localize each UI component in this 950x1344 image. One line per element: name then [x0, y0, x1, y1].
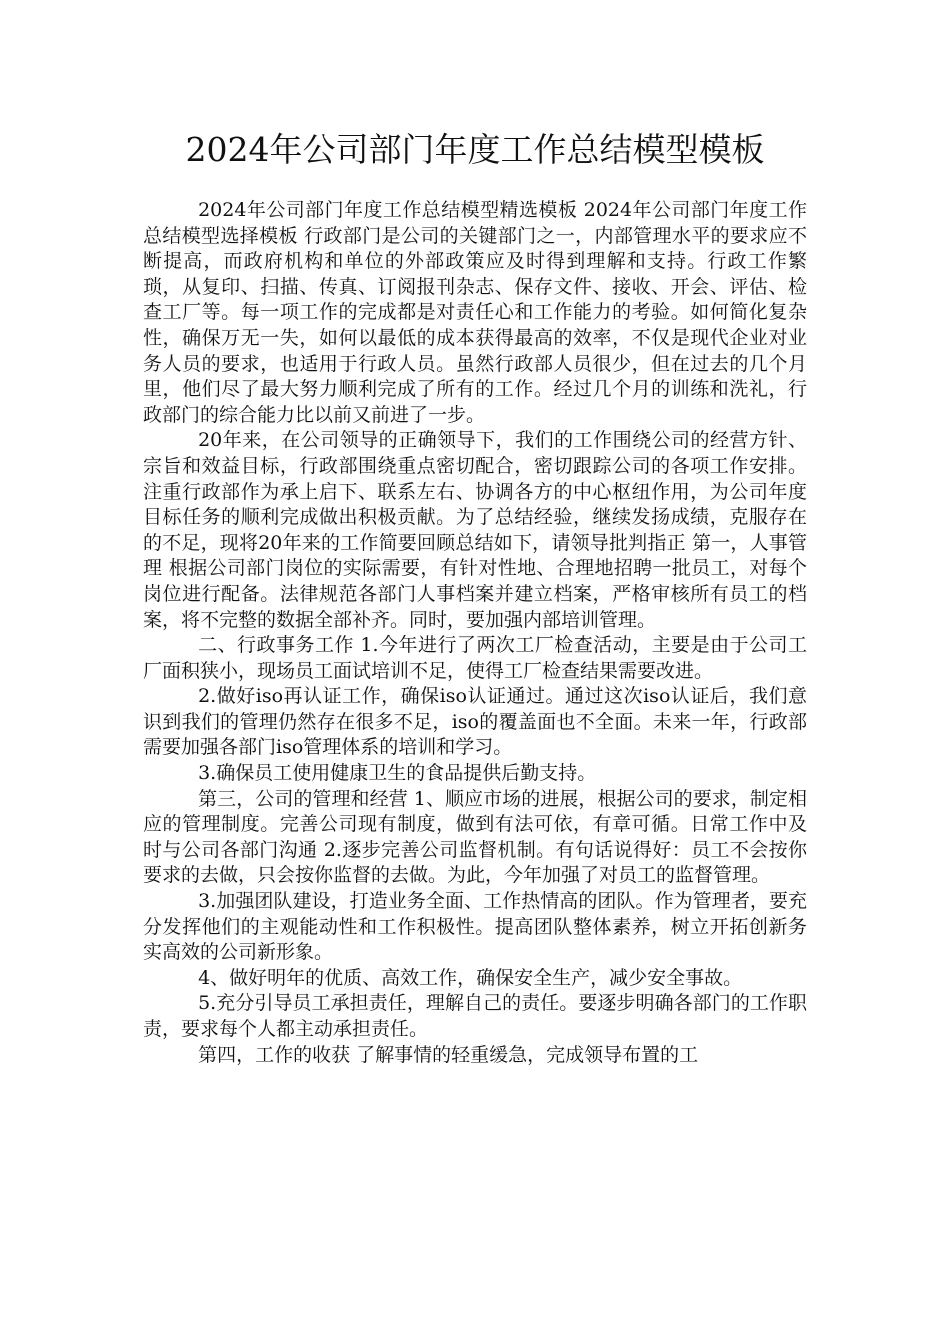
- document-body: [143, 198, 807, 1068]
- paragraph-management: 第三，公司的管理和经营 1、顺应市场的进展，根据公司的要求，制定相应的管理制度。完善公司现有制度，做到有法可依，有章可循。日常工作中及时与公司各部门沟通 2.逐步完善公司监督机制。有句话说得好：员工不会按你要求的去做，只会按你监督的去做。为此，今年加强了对员工的监督管理。: [143, 787, 807, 887]
- paragraph-iso: 2.做好iso再认证工作，确保iso认证通过。通过这次iso认证后，我们意识到我们的管理仍然存在很多不足，iso的覆盖面也不全面。未来一年，行政部需要加强各部门iso管理体系的培训和学习。: [143, 685, 807, 759]
- paragraph-harvest: 第四，工作的收获 了解事情的轻重缓急，完成领导布置的工: [198, 1043, 699, 1066]
- paragraph-admin-affairs: 二、行政事务工作 1.今年进行了两次工厂检查活动，主要是由于公司工厂面积狭小，现场员工面试培训不足，使得工厂检查结果需要改进。: [143, 634, 807, 682]
- paragraph-responsibility: 5.充分引导员工承担责任，理解自己的责任。要逐步明确各部门的工作职责，要求每个人都主动承担责任。: [143, 992, 807, 1040]
- paragraph-intro: 2024年公司部门年度工作总结模型精选模板 2024年公司部门年度工作总结模型选择模板 行政部门是公司的关键部门之一，内部管理水平的要求应不断提高，而政府机构和单位的外部政策应及时得到理解和支持。行政工作繁琐，从复印、扫描、传真、订阅报刊杂志、保存文件、接收、开会、评估、检查工厂等。每一项工作的完成都是对责任心和工作能力的考验。如何简化复杂性，确保万无一失，如何以最低的成本获得最高的效率，不仅是现代企业对业务人员的要求，也适用于行政人员。虽然行政部人员很少，但在过去的几个月里，他们尽了最大努力顺利完成了所有的工作。经过几个月的训练和洗礼，行政部门的综合能力比以前又前进了一步。: [143, 199, 807, 426]
- paragraph-team-building: 3.加强团队建设，打造业务全面、工作热情高的团队。作为管理者，要充分发挥他们的主观能动性和工作积极性。提高团队整体素养，树立开拓创新务实高效的公司新形象。: [143, 890, 807, 964]
- document-title: 2024年公司部门年度工作总结模型模板: [185, 130, 765, 169]
- paragraph-review: 20年来，在公司领导的正确领导下，我们的工作围绕公司的经营方针、宗旨和效益目标，行政部围绕重点密切配合，密切跟踪公司的各项工作安排。注重行政部作为承上启下、联系左右、协调各方的中心枢纽作用，为公司年度目标任务的顺利完成做出积极贡献。为了总结经验，继续发扬成绩，克服存在的不足，现将20年来的工作简要回顾总结如下，请领导批判指正 第一，人事管理 根据公司部门岗位的实际需要，有针对性地、合理地招聘一批员工，对每个岗位进行配备。法律规范各部门人事档案并建立档案，严格审核所有员工的档案，将不完整的数据全部补齐。同时，要加强内部培训管理。: [143, 429, 807, 631]
- paragraph-food-support: 3.确保员工使用健康卫生的食品提供后勤支持。: [198, 762, 597, 785]
- paragraph-safety: 4、做好明年的优质、高效工作，确保安全生产，减少安全事故。: [198, 966, 743, 989]
